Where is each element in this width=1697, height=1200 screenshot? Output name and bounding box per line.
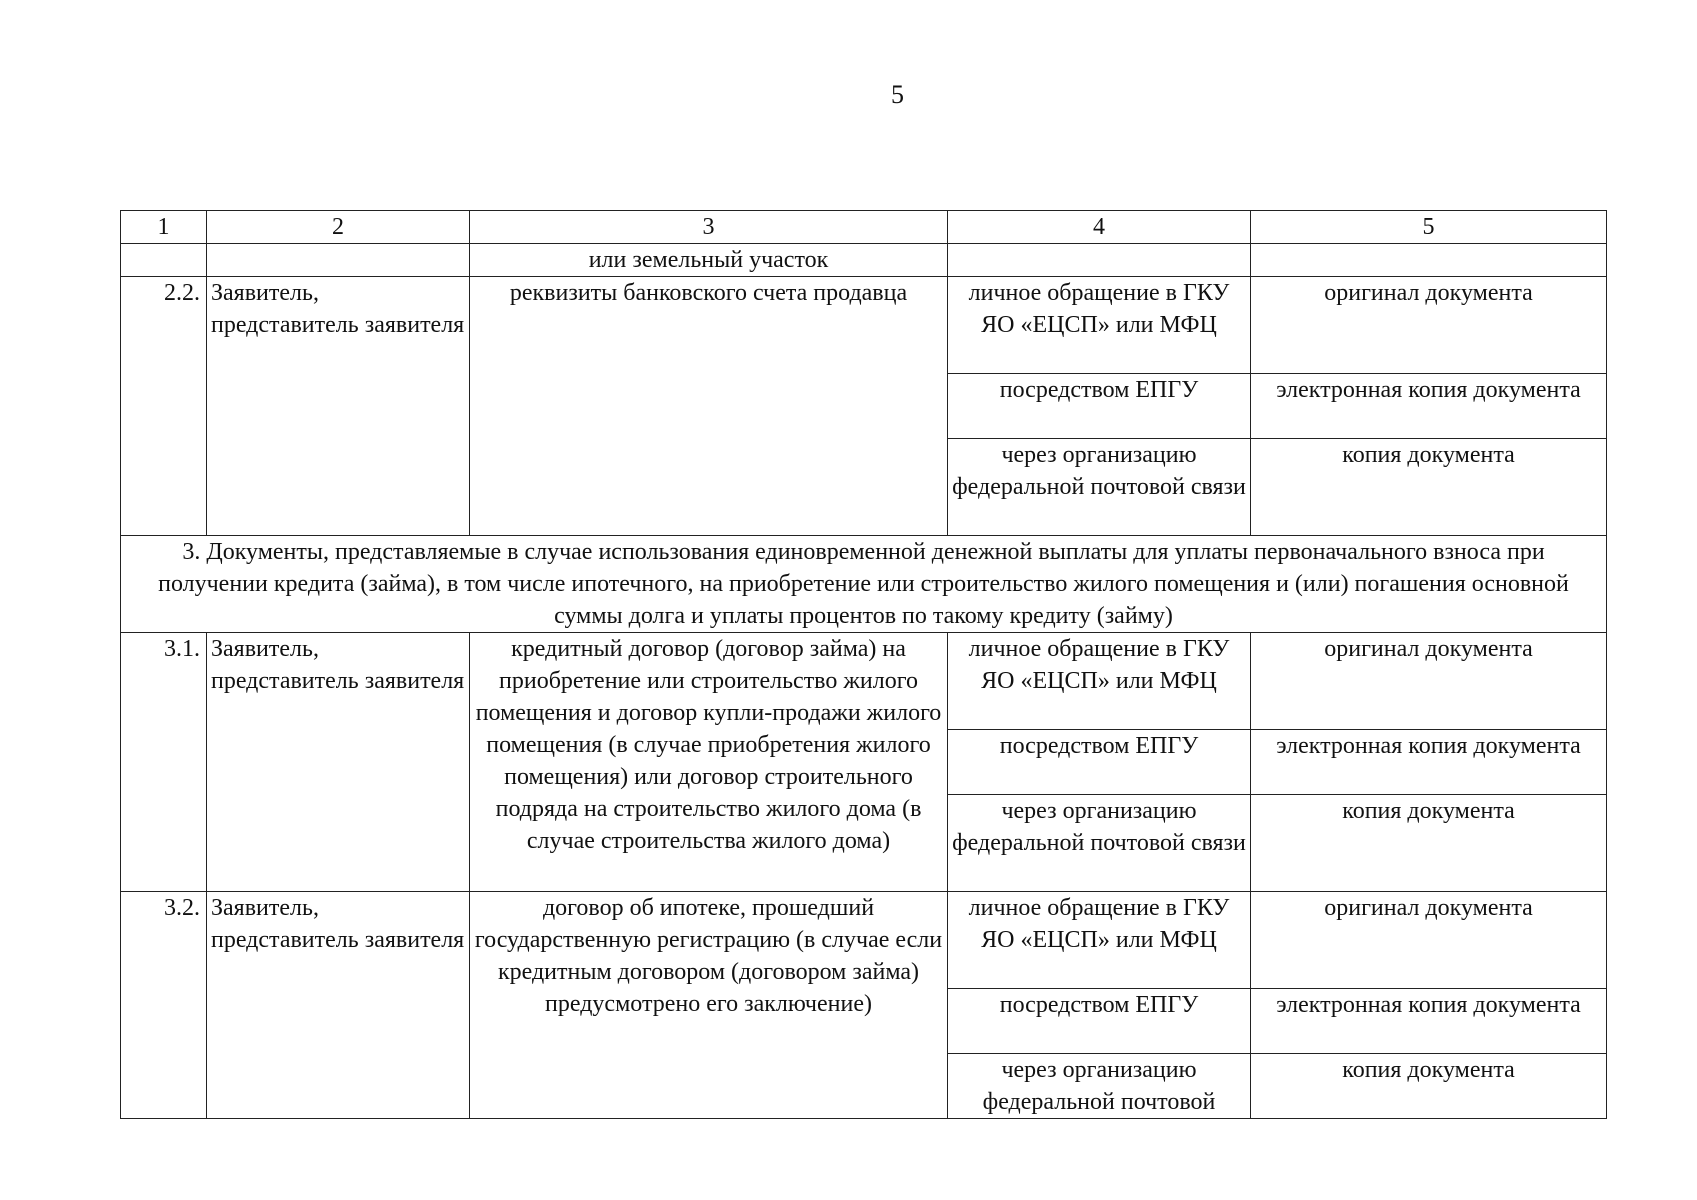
applicant-cell: Заявитель, представитель заявителя <box>207 892 470 1119</box>
table-row-3-2 <box>121 892 1607 989</box>
applicant-cell: Заявитель, представитель заявителя <box>207 277 470 536</box>
table-row-2-2 <box>121 277 1607 374</box>
table-header-row <box>121 211 1607 244</box>
applicant-cell: Заявитель, представитель заявителя <box>207 633 470 892</box>
submission-method: личное обращение в ГКУ ЯО «ЕЦСП» или МФЦ <box>948 277 1251 374</box>
document-cell: реквизиты банковского счета продавца <box>470 277 948 536</box>
cell-empty <box>207 244 470 277</box>
submission-method: посредством ЕПГУ <box>948 374 1251 439</box>
document-form: электронная копия документа <box>1251 730 1607 795</box>
submission-method: личное обращение в ГКУ ЯО «ЕЦСП» или МФЦ <box>948 892 1251 989</box>
continued-document-text: или земельный участок <box>470 244 948 277</box>
section-header-row <box>121 536 1607 633</box>
row-number: 3.1. <box>121 633 207 892</box>
submission-method: через организацию федеральной почтовой <box>948 1054 1251 1119</box>
document-form: копия документа <box>1251 439 1607 536</box>
cell-empty <box>121 244 207 277</box>
document-form: электронная копия документа <box>1251 989 1607 1054</box>
document-form: копия документа <box>1251 795 1607 892</box>
submission-method: через организацию федеральной почтовой связи <box>948 795 1251 892</box>
document-form: копия документа <box>1251 1054 1607 1119</box>
row-number: 2.2. <box>121 277 207 536</box>
document-cell: кредитный договор (договор займа) на приобретение или строительство жилого помещения и договор купли-продажи жилого помещения (в случае приобретения жилого помещения) или договор строительного подряда на строительство жилого дома (в случае строительства жилого дома) <box>470 633 948 892</box>
cell-empty <box>1251 244 1607 277</box>
column-number-1: 1 <box>121 211 207 244</box>
page-number: 5 <box>891 80 904 109</box>
document-form: оригинал документа <box>1251 633 1607 730</box>
document-table <box>120 210 1607 1119</box>
submission-method: личное обращение в ГКУ ЯО «ЕЦСП» или МФЦ <box>948 633 1251 730</box>
submission-method: посредством ЕПГУ <box>948 730 1251 795</box>
submission-method: через организацию федеральной почтовой связи <box>948 439 1251 536</box>
table-row-continuation <box>121 244 1607 277</box>
column-number-2: 2 <box>207 211 470 244</box>
column-number-5: 5 <box>1251 211 1607 244</box>
document-form: оригинал документа <box>1251 892 1607 989</box>
column-number-4: 4 <box>948 211 1251 244</box>
document-cell: договор об ипотеке, прошедший государственную регистрацию (в случае если кредитным договором (договором займа) предусмотрено его заключение) <box>470 892 948 1119</box>
section-3-title: 3. Документы, представляемые в случае использования единовременной денежной выплаты для уплаты первоначального взноса при получении кредита (займа), в том числе ипотечного, на приобретение или строительство жилого помещения и (или) погашения основной суммы долга и уплаты процентов по такому кредиту (займу) <box>121 536 1607 633</box>
row-number: 3.2. <box>121 892 207 1119</box>
document-form: электронная копия документа <box>1251 374 1607 439</box>
column-number-3: 3 <box>470 211 948 244</box>
cell-empty <box>948 244 1251 277</box>
document-form: оригинал документа <box>1251 277 1607 374</box>
submission-method: посредством ЕПГУ <box>948 989 1251 1054</box>
table-row-3-1 <box>121 633 1607 730</box>
